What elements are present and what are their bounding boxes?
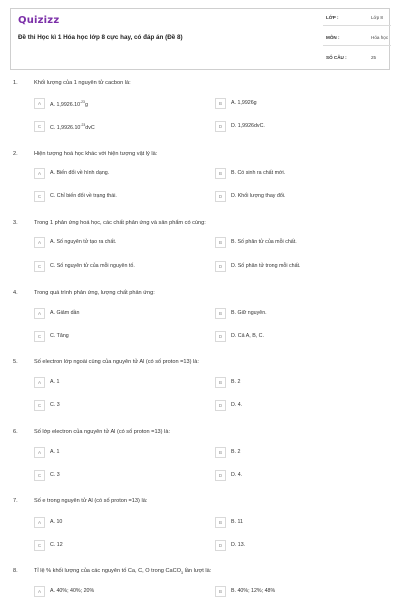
question-number: 6. [13, 429, 18, 435]
option-text: D. Số phân tử trong mỗi chất. [231, 263, 301, 269]
option-text: A. 10 [50, 519, 63, 525]
option-text: C. 12 [50, 542, 63, 548]
option-letter-box: A [34, 377, 45, 388]
option-letter-box: C [34, 331, 45, 342]
option-letter-box: A [34, 517, 45, 528]
worksheet-title: Đề thi Học kì 1 Hóa học lớp 8 cực hay, có đáp án (Đề 8) [18, 34, 183, 41]
option-text: B. Có sinh ra chất mới. [231, 170, 286, 176]
question-text: Hiện tượng hoá học khác với hiện tượng vật lý là: [34, 151, 158, 157]
option-letter-box: D [215, 261, 226, 272]
option-text: B. Số phân tử của mỗi chất. [231, 239, 297, 245]
option-letter-box: A [34, 237, 45, 248]
question-text: Khối lượng của 1 nguyên tử cacbon là: [34, 80, 131, 86]
option-text: C. Tăng [50, 333, 69, 339]
option-text: B. 2 [231, 379, 241, 385]
option-text: B. Giữ nguyên. [231, 310, 267, 316]
option-letter-box: D [215, 540, 226, 551]
option-text: B. 11 [231, 519, 243, 525]
option-text: C. Số nguyên tử của mỗi nguyên tố. [50, 263, 135, 269]
meta-value: Hóa học [371, 35, 389, 40]
option-letter-box: D [215, 191, 226, 202]
option-letter-box: B [215, 586, 226, 597]
option-letter-box: A [34, 447, 45, 458]
option-letter-box: A [34, 98, 45, 109]
option-text: C. Chỉ biến đổi về trạng thái. [50, 193, 117, 199]
option-letter-box: C [34, 191, 45, 202]
meta-label: LỚP : [326, 15, 339, 20]
option-letter-box: D [215, 470, 226, 481]
meta-value: Lớp 8 [371, 15, 383, 20]
option-text: D. 4. [231, 472, 243, 478]
question-number: 1. [13, 80, 18, 86]
option-text: A. Giảm dần [50, 310, 80, 316]
option-letter-box: C [34, 400, 45, 411]
quizizz-logo: Quizizz [18, 15, 60, 26]
question-text: Tỉ lệ % khối lượng của các nguyên tố Ca, C, O trong CaCO$_3$ lần lượt là: [34, 568, 212, 576]
question-number: 8. [13, 568, 18, 574]
meta-row-grade [323, 9, 391, 26]
option-text: A. Số nguyên tử tạo ra chất. [50, 239, 117, 245]
meta-label: MÔN : [326, 35, 340, 40]
question-number: 3. [13, 220, 18, 226]
meta-row-subject [323, 29, 391, 46]
option-text: A. $1,9926.10^{-23}g$ [50, 100, 88, 108]
option-letter-box: D [215, 331, 226, 342]
option-letter-box: D [215, 121, 226, 132]
option-text: D. 1,9926dvC. [231, 123, 265, 129]
option-text: A. 1 [50, 449, 60, 455]
option-text: D. Khối lượng thay đổi. [231, 193, 286, 199]
question-number: 7. [13, 498, 18, 504]
question-text: Số lớp electron của nguyên tử Al (có số proton =13) là: [34, 429, 170, 435]
option-letter-box: B [215, 98, 226, 109]
worksheet-header [10, 8, 390, 70]
question-text: Trong 1 phản ứng hoá học, các chất phản ứng và sản phẩm có cùng: [34, 220, 206, 226]
option-text: B. 40%; 12%; 48% [231, 588, 276, 594]
option-text: C. 3 [50, 402, 60, 408]
option-letter-box: B [215, 308, 226, 319]
option-letter-box: D [215, 400, 226, 411]
option-letter-box: A [34, 308, 45, 319]
option-letter-box: C [34, 540, 45, 551]
question-number: 4. [13, 290, 18, 296]
option-text: A. 1 [50, 379, 60, 385]
option-letter-box: C [34, 470, 45, 481]
option-text: D. 4. [231, 402, 243, 408]
option-text: C. 3 [50, 472, 60, 478]
question-text: Số electron lớp ngoài cùng của nguyên tử Al (có số proton =13) là: [34, 359, 199, 365]
option-text: A. 40%; 40%; 20% [50, 588, 95, 594]
question-text: Trong quá trình phản ứng, lượng chất phản ứng: [34, 290, 155, 296]
option-letter-box: C [34, 121, 45, 132]
meta-row-count [323, 49, 391, 66]
option-letter-box: C [34, 261, 45, 272]
option-letter-box: B [215, 168, 226, 179]
option-letter-box: B [215, 377, 226, 388]
question-number: 5. [13, 359, 18, 365]
option-text: B. 2 [231, 449, 241, 455]
option-text: D. Cả A, B, C. [231, 333, 264, 339]
option-letter-box: A [34, 168, 45, 179]
meta-panel [323, 9, 391, 69]
question-text: Số e trong nguyên tử Al (có số proton =13) là: [34, 498, 148, 504]
option-letter-box: B [215, 447, 226, 458]
meta-label: SỐ CÂU : [326, 55, 347, 60]
option-text: A. 1,9926g [231, 100, 257, 106]
option-text: A. Biến đổi về hình dạng. [50, 170, 110, 176]
option-text: D. 13. [231, 542, 246, 548]
option-text: C. $1,9926.10^{-23}dvC$ [50, 123, 95, 131]
meta-value: 25 [371, 55, 377, 60]
question-number: 2. [13, 151, 18, 157]
option-letter-box: A [34, 586, 45, 597]
option-letter-box: B [215, 237, 226, 248]
option-letter-box: B [215, 517, 226, 528]
